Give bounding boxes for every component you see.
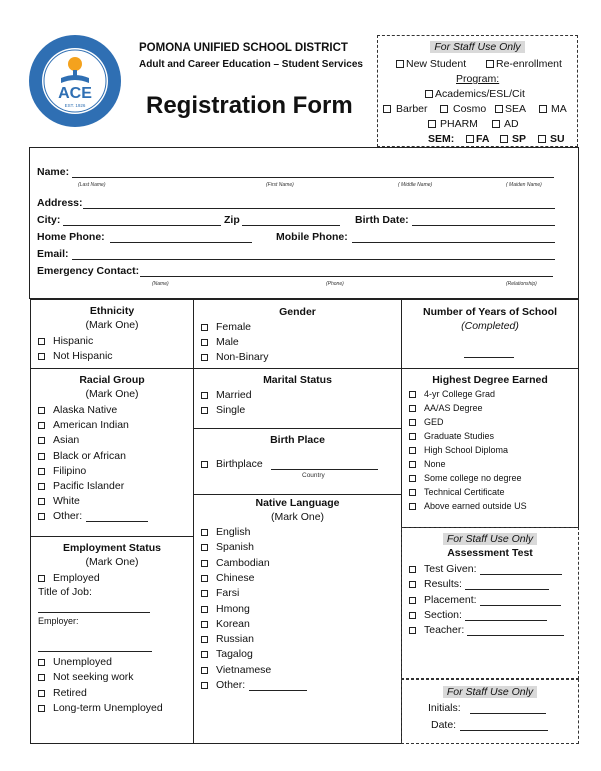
birth-date-label: Birth Date: — [355, 214, 409, 226]
logo-est-text: EST. 1926 — [64, 103, 86, 108]
racial-option-label: Alaska Native — [53, 404, 118, 416]
checkbox-icon[interactable] — [409, 597, 416, 604]
native-language-subtitle: (Mark One) — [270, 511, 325, 523]
racial-option-other[interactable] — [38, 510, 148, 522]
country-caption: Country — [302, 472, 325, 479]
checkbox-icon[interactable] — [201, 560, 208, 567]
assessment-field-label: Test Given: — [424, 563, 477, 575]
racial-option-black-or-african[interactable] — [38, 450, 126, 462]
language-option-label: Korean — [216, 617, 250, 630]
checkbox-icon[interactable] — [409, 627, 416, 634]
language-option-tagalog[interactable] — [201, 648, 253, 660]
maiden-name-caption: ( Maiden Name) — [506, 182, 542, 188]
checkbox-icon[interactable] — [409, 419, 416, 426]
checkbox-icon[interactable] — [201, 606, 208, 613]
ethnicity-option-hispanic[interactable]: Hispanic — [38, 335, 93, 347]
ethnicity-option-not-hispanic[interactable]: Not Hispanic — [38, 350, 113, 362]
assessment-staff-heading: For Staff Use Only — [443, 533, 537, 545]
checkbox-icon[interactable] — [409, 566, 416, 573]
checkbox-icon[interactable] — [492, 120, 500, 128]
assessment-staff-section — [401, 527, 579, 679]
assessment-field-label: Section: — [424, 608, 462, 621]
employment-subtitle: (Mark One) — [85, 556, 139, 568]
degree-option-label: Graduate Studies — [424, 431, 495, 441]
checkbox-icon[interactable] — [38, 453, 45, 460]
assessment-field-test-given[interactable] — [409, 563, 562, 575]
degree-option-label: None — [424, 459, 446, 469]
degree-option-label: Some college no degree — [424, 473, 522, 483]
employment-option-label: Unemployed — [53, 656, 112, 668]
racial-option-label: Other: — [53, 510, 83, 523]
language-option-label: Cambodian — [216, 556, 270, 569]
barber-option[interactable]: Barber — [383, 103, 428, 115]
checkbox-icon[interactable] — [409, 581, 416, 588]
checkbox-icon[interactable] — [201, 667, 208, 674]
birth-place-title: Birth Place — [270, 434, 325, 446]
email-label: Email: — [37, 248, 69, 260]
checkbox-icon[interactable] — [201, 354, 208, 361]
racial-option-label: Filipino — [53, 464, 87, 477]
degree-option-label: High School Diploma — [424, 445, 509, 455]
years-school-input[interactable] — [464, 346, 514, 358]
employment-title: Employment Status — [62, 542, 162, 554]
marital-status-title: Marital Status — [263, 374, 332, 386]
employment-option-label: Not seeking work — [53, 671, 134, 684]
degree-option-label: 4-yr College Grad — [424, 389, 496, 399]
employer-label: Employer: — [38, 616, 79, 626]
racial-option-label: Asian — [53, 434, 80, 447]
address-input[interactable] — [83, 197, 555, 209]
staff-use-box-bottom — [401, 679, 579, 744]
checkbox-icon[interactable] — [201, 651, 208, 658]
degree-option-label: AA/AS Degree — [424, 403, 483, 413]
checkbox-icon[interactable] — [38, 575, 45, 582]
checkbox-icon[interactable] — [201, 682, 208, 689]
sem-su-option[interactable]: SU — [538, 133, 565, 145]
checkbox-icon[interactable] — [486, 60, 494, 68]
language-option-label: Hmong — [216, 602, 250, 615]
checkbox-icon[interactable] — [201, 461, 208, 468]
staff-date-input[interactable] — [460, 719, 548, 731]
highest-degree-title: Highest Degree Earned — [432, 374, 548, 386]
employer-input[interactable] — [38, 640, 152, 652]
degree-option-technical-certificate[interactable] — [409, 487, 505, 497]
initials-input[interactable] — [470, 702, 546, 714]
staff-use-box-top — [377, 35, 578, 147]
years-school-title: Number of Years of School — [422, 306, 557, 318]
emergency-contact-label: Emergency Contact: — [37, 265, 140, 277]
city-input[interactable] — [63, 214, 221, 226]
initials-label: Initials: — [428, 702, 461, 714]
middle-name-caption: ( Middle Name) — [398, 182, 433, 188]
checkbox-icon[interactable] — [495, 105, 503, 113]
ethnicity-subtitle: (Mark One) — [85, 319, 139, 331]
ec-name-caption: (Name) — [152, 281, 169, 287]
job-title-label: Title of Job: — [38, 586, 92, 598]
degree-option-aa-as-degree[interactable] — [409, 403, 483, 413]
pharm-option[interactable]: PHARM — [428, 118, 478, 130]
language-option-label: Vietnamese — [216, 663, 272, 676]
gender-option-non-binary[interactable]: Non-Binary — [201, 351, 269, 363]
first-name-caption: (First Name) — [266, 182, 294, 188]
staff-date-label: Date: — [431, 719, 457, 731]
degree-option-none[interactable] — [409, 459, 446, 469]
checkbox-icon[interactable] — [201, 636, 208, 643]
assessment-field-teacher[interactable] — [409, 624, 564, 636]
assessment-field-label: Teacher: — [424, 624, 465, 637]
language-option-korean[interactable] — [201, 618, 250, 630]
degree-option-label: Technical Certificate — [424, 487, 505, 497]
ethnicity-section — [30, 299, 194, 369]
language-option-farsi[interactable] — [201, 587, 239, 599]
checkbox-icon[interactable] — [201, 407, 208, 414]
cosmo-option[interactable]: Cosmo — [440, 103, 486, 115]
racial-group-subtitle: (Mark One) — [85, 388, 139, 400]
employment-option-label: Retired — [53, 686, 87, 699]
years-school-subtitle: (Completed) — [461, 320, 519, 332]
checkbox-icon[interactable] — [201, 392, 208, 399]
gender-option-male[interactable]: Male — [201, 336, 239, 348]
language-option-label: Russian — [216, 633, 254, 646]
mobile-phone-label: Mobile Phone: — [276, 231, 348, 243]
checkbox-icon[interactable] — [396, 60, 404, 68]
assessment-field-label: Placement: — [424, 593, 477, 606]
assessment-field-section[interactable] — [409, 609, 547, 621]
degree-option-4-yr-college-grad[interactable] — [409, 389, 495, 399]
checkbox-icon[interactable] — [38, 498, 45, 505]
language-option-english[interactable] — [201, 526, 250, 538]
checkbox-icon[interactable] — [409, 489, 416, 496]
assessment-field-results[interactable] — [409, 578, 549, 590]
marital-status-section — [193, 368, 402, 429]
assessment-title: Assessment Test — [447, 547, 533, 559]
staff-use-heading: For Staff Use Only — [430, 41, 524, 53]
new-student-option[interactable]: New Student — [396, 58, 466, 70]
birthplace-input[interactable] — [271, 458, 378, 470]
racial-group-section — [30, 368, 194, 537]
racial-option-label: Pacific Islander — [53, 480, 125, 492]
sem-label: SEM: — [428, 133, 455, 145]
zip-input[interactable] — [242, 214, 340, 226]
home-phone-label: Home Phone: — [37, 231, 105, 243]
employment-option-employed[interactable]: Employed — [38, 572, 100, 584]
checkbox-icon[interactable] — [383, 105, 391, 113]
academics-option[interactable]: Academics/ESL/Cit — [425, 88, 525, 100]
checkbox-icon[interactable] — [201, 590, 208, 597]
emergency-contact-input[interactable] — [140, 265, 553, 277]
sea-option[interactable]: SEA — [495, 103, 526, 115]
last-name-caption: (Last Name) — [78, 182, 106, 188]
gender-option-female[interactable]: Female — [201, 321, 251, 333]
checkbox-icon[interactable] — [409, 461, 416, 468]
checkbox-icon[interactable] — [38, 483, 45, 490]
checkbox-icon[interactable] — [440, 105, 448, 113]
address-label: Address: — [37, 197, 83, 209]
checkbox-icon[interactable] — [201, 324, 208, 331]
assessment-field-input[interactable] — [465, 609, 547, 621]
birthplace-option[interactable]: Birthplace — [201, 458, 263, 470]
checkbox-icon[interactable] — [500, 135, 508, 143]
racial-option-pacific-islander[interactable] — [38, 480, 124, 492]
ma-option[interactable]: MA — [539, 103, 567, 115]
marital-option-married[interactable]: Married — [201, 389, 252, 401]
ec-phone-caption: (Phone) — [326, 281, 344, 287]
degree-option-label: Above earned outside US — [424, 501, 527, 511]
checkbox-icon[interactable] — [201, 575, 208, 582]
racial-option-american-indian[interactable] — [38, 419, 129, 431]
checkbox-icon[interactable] — [38, 659, 45, 666]
checkbox-icon[interactable] — [425, 90, 433, 98]
years-school-section — [401, 299, 579, 369]
district-logo — [28, 34, 122, 128]
language-option-other[interactable] — [201, 679, 307, 691]
ethnicity-title: Ethnicity — [89, 305, 135, 317]
assessment-field-input[interactable] — [480, 563, 562, 575]
language-option-russian[interactable] — [201, 633, 254, 645]
language-option-label: Spanish — [216, 541, 254, 554]
language-option-cambodian[interactable] — [201, 557, 270, 569]
checkbox-icon[interactable] — [201, 621, 208, 628]
re-enrollment-option[interactable]: Re-enrollment — [486, 58, 562, 70]
racial-option-label: White — [53, 495, 80, 508]
name-label: Name: — [37, 166, 70, 178]
degree-option-ged[interactable] — [409, 417, 444, 427]
job-title-input[interactable] — [38, 601, 150, 613]
language-option-label: Other: — [216, 679, 246, 691]
language-option-hmong[interactable] — [201, 603, 250, 615]
birth-place-section — [193, 428, 402, 495]
language-option-label: Farsi — [216, 587, 240, 600]
page-title: Registration Form — [146, 92, 353, 119]
assessment-field-input[interactable] — [480, 594, 561, 606]
employment-option-long-term-unemployed[interactable] — [38, 702, 163, 714]
birth-date-input[interactable] — [412, 214, 555, 226]
program-label: Program: — [456, 73, 500, 85]
native-language-section — [193, 494, 402, 744]
checkbox-icon[interactable] — [201, 544, 208, 551]
employment-option-label: Long-term Unemployed — [53, 701, 163, 714]
racial-option-alaska-native[interactable] — [38, 404, 117, 416]
employment-option-unemployed[interactable] — [38, 656, 112, 668]
checkbox-icon[interactable] — [201, 529, 208, 536]
racial-option-filipino[interactable] — [38, 465, 86, 477]
checkbox-icon[interactable] — [409, 391, 416, 398]
employment-option-not-seeking-work[interactable] — [38, 671, 134, 683]
language-option-vietnamese[interactable] — [201, 664, 271, 676]
racial-option-asian[interactable] — [38, 434, 79, 446]
checkbox-icon[interactable] — [409, 475, 416, 482]
checkbox-icon[interactable] — [38, 674, 45, 681]
staff-bottom-heading: For Staff Use Only — [443, 686, 537, 698]
assessment-field-input[interactable] — [467, 624, 564, 636]
language-option-spanish[interactable] — [201, 541, 254, 553]
checkbox-icon[interactable] — [38, 407, 45, 414]
checkbox-icon[interactable] — [428, 120, 436, 128]
checkbox-icon[interactable] — [38, 690, 45, 697]
checkbox-icon[interactable] — [38, 468, 45, 475]
assessment-field-input[interactable] — [465, 578, 549, 590]
checkbox-icon[interactable] — [38, 338, 45, 345]
gender-section — [193, 299, 402, 369]
ad-option[interactable]: AD — [492, 118, 519, 130]
checkbox-icon[interactable] — [38, 353, 45, 360]
language-option-label: English — [216, 526, 251, 538]
checkbox-icon[interactable] — [409, 503, 416, 510]
checkbox-icon[interactable] — [409, 405, 416, 412]
checkbox-icon[interactable] — [38, 422, 45, 429]
racial-option-label: Black or African — [53, 449, 126, 462]
department-name: Adult and Career Education – Student Services — [139, 59, 363, 70]
degree-option-some-college-no-degree[interactable] — [409, 473, 522, 483]
checkbox-icon[interactable] — [38, 437, 45, 444]
degree-option-high-school-diploma[interactable] — [409, 445, 508, 455]
personal-info-section — [29, 147, 579, 299]
sem-sp-option[interactable]: SP — [500, 133, 526, 145]
language-option-label: Tagalog — [216, 648, 253, 661]
assessment-field-label: Results: — [424, 578, 462, 591]
racial-option-other-input[interactable] — [86, 510, 148, 522]
language-option-other-input[interactable] — [249, 679, 307, 691]
checkbox-icon[interactable] — [201, 339, 208, 346]
marital-option-single[interactable]: Single — [201, 404, 245, 416]
checkbox-icon[interactable] — [409, 447, 416, 454]
sem-fa-option[interactable]: FA — [466, 133, 489, 145]
assessment-field-placement[interactable] — [409, 594, 561, 606]
racial-option-label: American Indian — [53, 419, 129, 432]
checkbox-icon[interactable] — [409, 612, 416, 619]
home-phone-input[interactable] — [110, 231, 252, 243]
checkbox-icon[interactable] — [539, 105, 547, 113]
checkbox-icon[interactable] — [466, 135, 474, 143]
employment-option-retired[interactable] — [38, 687, 87, 699]
gender-title: Gender — [279, 306, 316, 318]
degree-option-above-earned-outside-us[interactable] — [409, 501, 527, 511]
checkbox-icon[interactable] — [38, 705, 45, 712]
employment-status-section — [30, 536, 194, 744]
logo-ace-text: ACE — [58, 85, 92, 102]
degree-option-label: GED — [424, 417, 444, 427]
language-option-label: Chinese — [216, 571, 255, 584]
checkbox-icon[interactable] — [38, 513, 45, 520]
ec-relationship-caption: (Relationship) — [506, 281, 537, 287]
zip-label: Zip — [224, 214, 240, 226]
city-label: City: — [37, 214, 61, 226]
checkbox-icon[interactable] — [409, 433, 416, 440]
native-language-title: Native Language — [255, 497, 340, 509]
racial-option-white[interactable] — [38, 495, 80, 507]
language-option-chinese[interactable] — [201, 572, 255, 584]
district-name: POMONA UNIFIED SCHOOL DISTRICT — [139, 42, 348, 54]
mobile-phone-input[interactable] — [352, 231, 555, 243]
highest-degree-section — [401, 368, 579, 528]
name-input[interactable] — [72, 166, 554, 178]
racial-group-title: Racial Group — [79, 374, 145, 386]
email-input[interactable] — [72, 248, 555, 260]
degree-option-graduate-studies[interactable] — [409, 431, 494, 441]
checkbox-icon[interactable] — [538, 135, 546, 143]
